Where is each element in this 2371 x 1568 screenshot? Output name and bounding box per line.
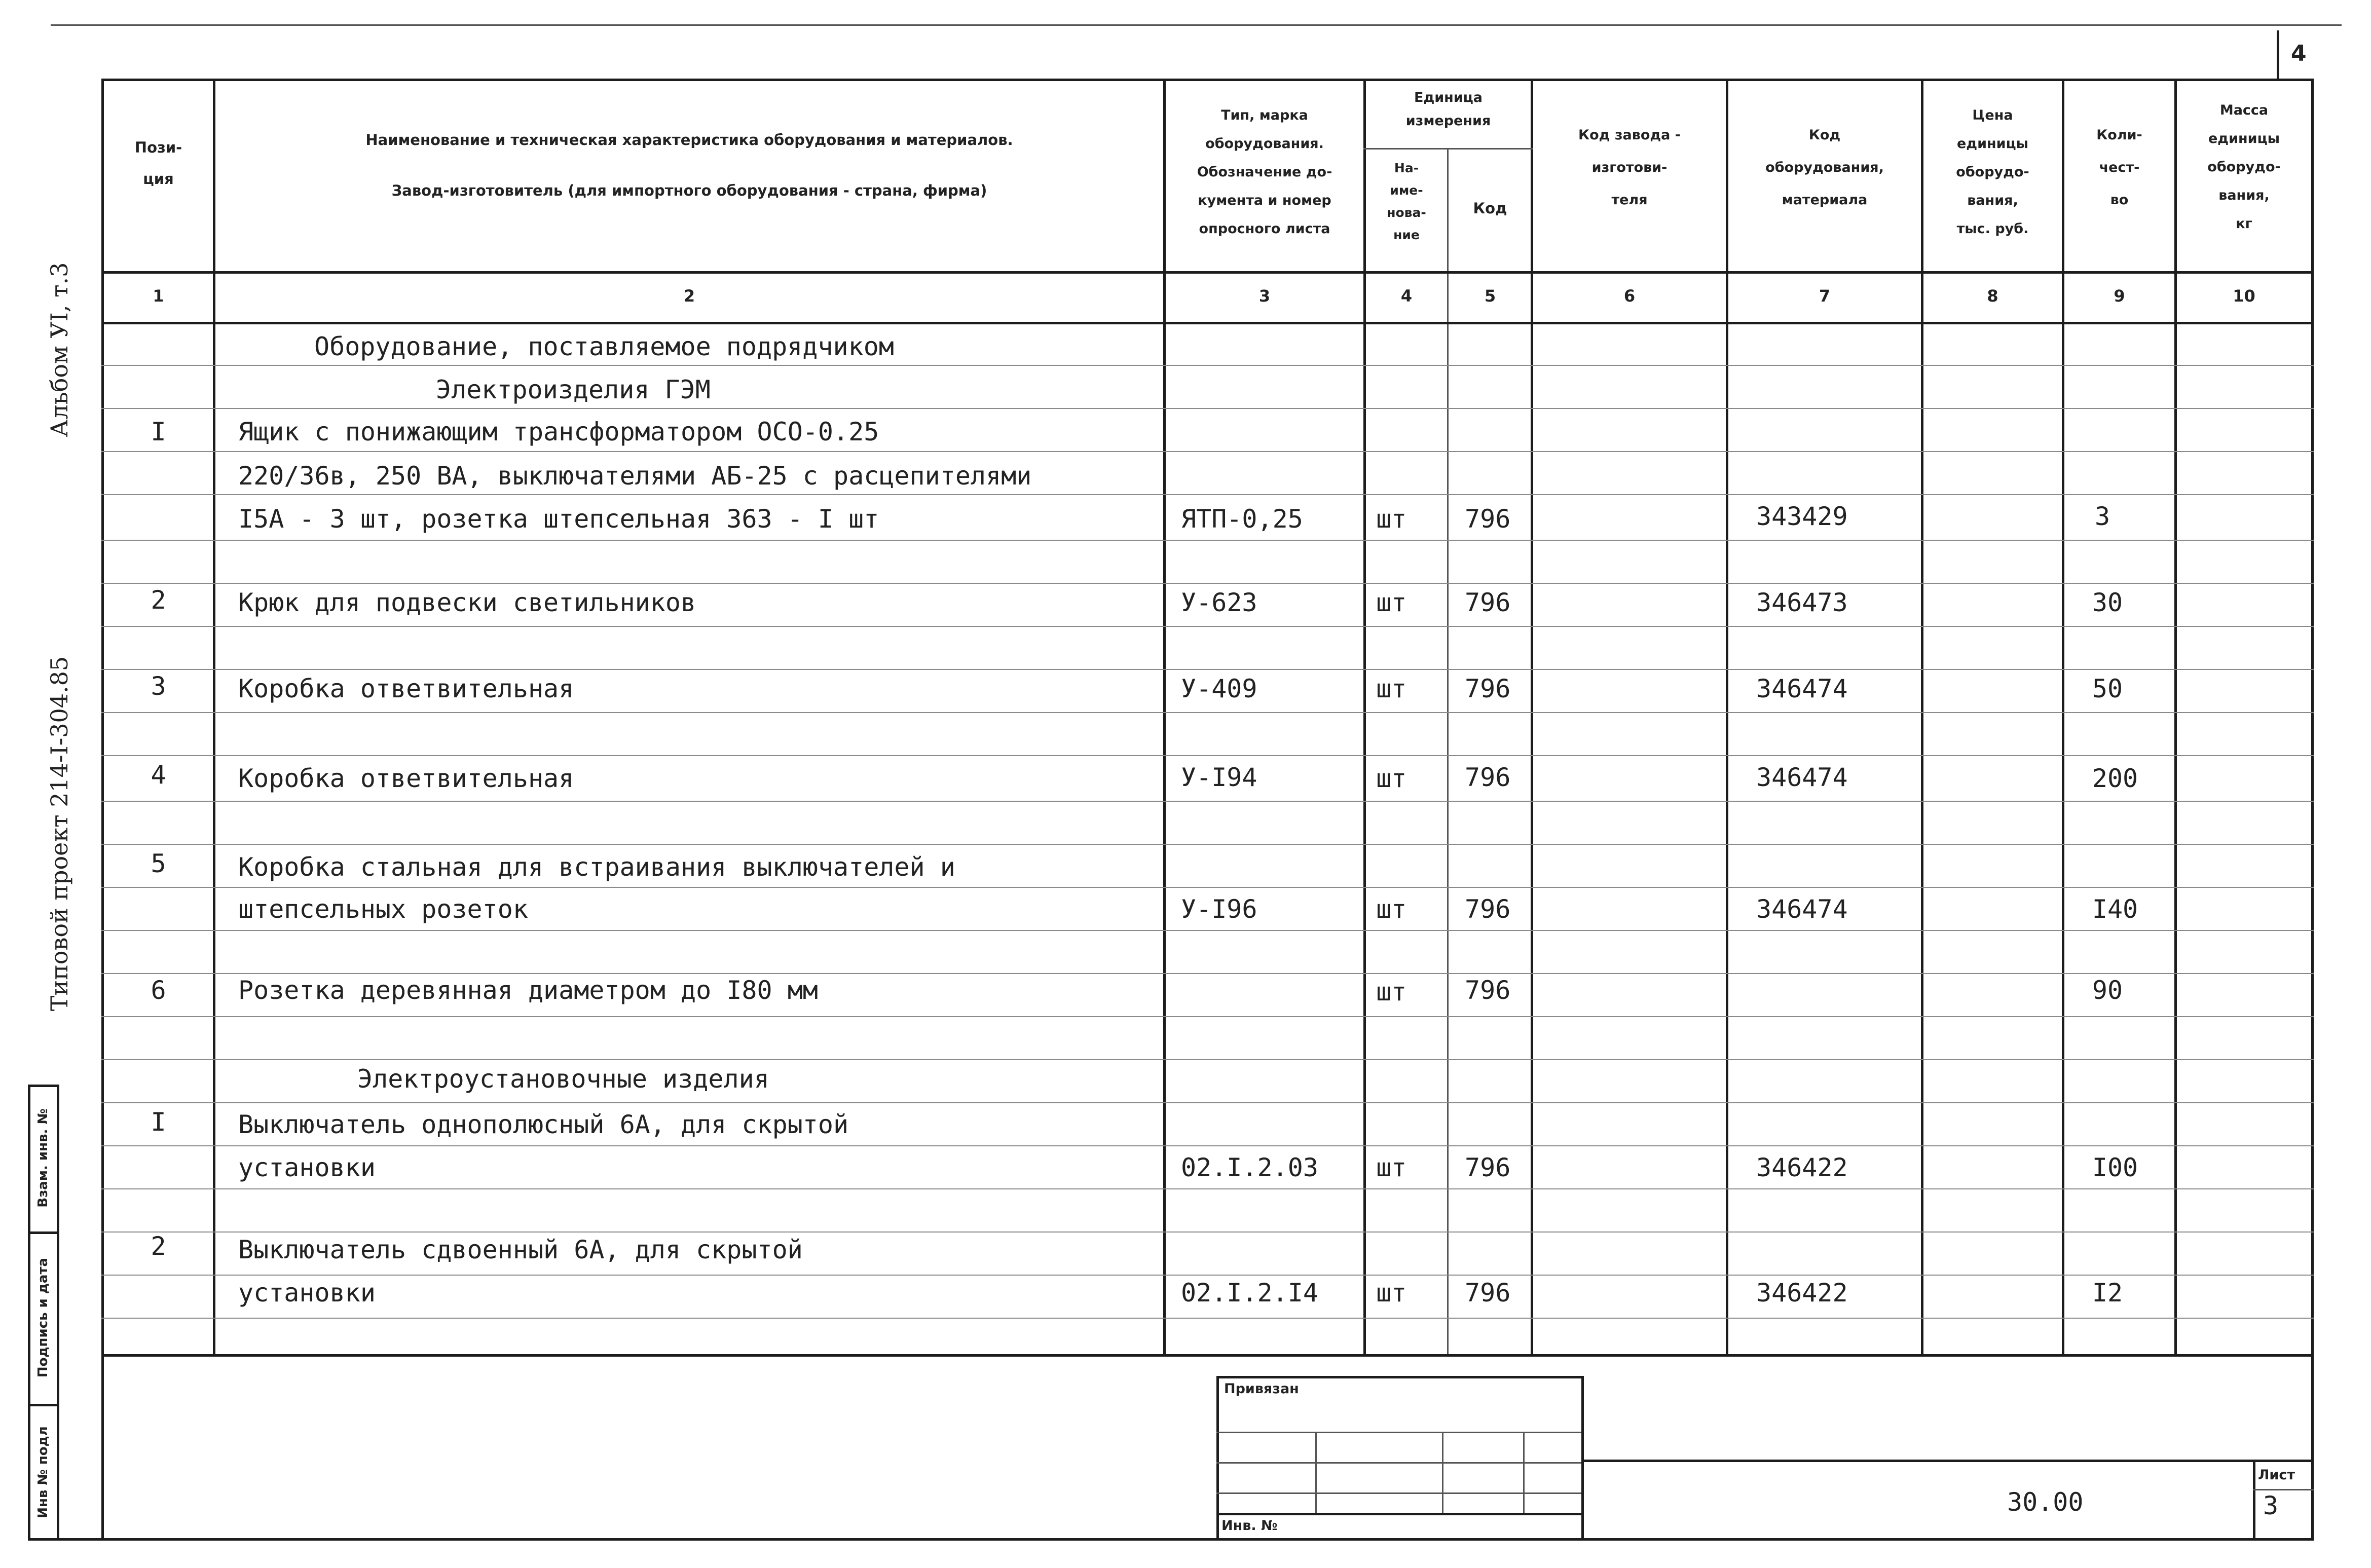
table-row-quantity: 50 (2092, 674, 2123, 703)
margin-stamp-div1 (28, 1231, 58, 1234)
table-row-unit: шт (1376, 674, 1407, 703)
table-row-quantity: I2 (2092, 1278, 2123, 1308)
row-line (101, 494, 2314, 495)
row-line (101, 451, 2314, 452)
table-row-position: 4 (151, 760, 166, 790)
table-row-quantity: 30 (2092, 588, 2123, 617)
table-row-quantity: I00 (2092, 1153, 2138, 1182)
table-row-type: 02.I.2.I4 (1181, 1278, 1318, 1308)
stamp-grid-h4 (1216, 1513, 1581, 1515)
table-row-name: Выключатель однополюсный 6А, для скрытой (238, 1110, 849, 1139)
top-border-line (51, 24, 2342, 26)
table-bottom-line (101, 1354, 2314, 1357)
row-line (101, 755, 2314, 756)
table-row-unit-code: 796 (1465, 1278, 1511, 1308)
stamp-attached-right (1581, 1376, 1584, 1541)
margin-stamp-replaced-inv: Взам. инв. № (35, 1108, 51, 1208)
table-row-type: У-I94 (1181, 763, 1257, 792)
colnum-8: 8 (1987, 286, 1998, 306)
table-row-name: 220/36в, 250 ВА, выключателями АБ-25 с расцепителями (238, 461, 1032, 491)
row-line (101, 540, 2314, 541)
table-row-name: Крюк для подвески светильников (238, 588, 696, 617)
col-line-7 (1726, 79, 1728, 1356)
col-line-2 (213, 79, 215, 1356)
row-line (101, 669, 2314, 670)
table-row-name: Розетка деревянная диаметром до I80 мм (238, 976, 818, 1005)
table-row-unit: шт (1376, 504, 1407, 534)
row-line (101, 365, 2314, 366)
table-row-quantity: 3 (2094, 502, 2110, 531)
header-unit-code: Код (1473, 200, 1507, 217)
table-row-equipment-code: 343429 (1756, 502, 1848, 531)
colnum-7: 7 (1819, 286, 1831, 306)
table-row-position: 2 (151, 585, 166, 615)
table-row-unit-code: 796 (1465, 1153, 1511, 1182)
table-row-position: I (151, 1107, 166, 1137)
header-type: Тип, марка оборудования. Обозначение до- кумента и номер опросного листа (1197, 107, 1332, 237)
row-line (101, 408, 2314, 409)
margin-stamp-original-inv: Инв № подл (35, 1426, 51, 1518)
table-row-name: установки (238, 1153, 376, 1182)
table-row-unit-code: 796 (1465, 894, 1511, 924)
table-row-unit-code: 796 (1465, 976, 1511, 1005)
header-name-line2: Завод-изготовитель (для импортного оборудования - страна, фирма) (391, 182, 987, 199)
table-row-type: ЯТП-0,25 (1181, 504, 1303, 534)
margin-stamp-signature-date: Подпись и дата (35, 1257, 51, 1378)
table-row-equipment-code: 346474 (1756, 763, 1848, 792)
header-bottom-line (101, 271, 2314, 274)
table-row-position: 6 (151, 976, 166, 1005)
project-label: Типовой проект 214-I-304.85 (46, 656, 73, 1012)
table-row-type: 02.I.2.03 (1181, 1153, 1318, 1182)
row-line (101, 1188, 2314, 1189)
frame-bottom-line (28, 1538, 2314, 1541)
row-line (101, 1059, 2314, 1060)
stamp-attached-left (1216, 1376, 1219, 1541)
stamp-grid-h1 (1216, 1432, 1581, 1433)
sheet-number: 3 (2263, 1491, 2279, 1520)
row-line (101, 1275, 2314, 1276)
col-line-4 (1363, 79, 1366, 1356)
table-row-unit-code: 796 (1465, 504, 1511, 534)
table-row-unit-code: 796 (1465, 588, 1511, 617)
table-row-name: Оборудование, поставляемое подрядчиком (314, 332, 894, 361)
header-mass: Масса единицы оборудо- вания, кг (2207, 102, 2281, 232)
stamp-grid-v1 (1315, 1432, 1317, 1513)
document-code: 30.00 (2007, 1487, 2084, 1517)
table-row-unit: шт (1376, 588, 1407, 617)
header-quantity: Коли- чест- во (2096, 127, 2142, 208)
table-row-name: Ящик с понижающим трансформатором ОСО-0.25 (238, 417, 879, 446)
stamp-inv-label: Инв. № (1221, 1518, 1278, 1534)
row-line (101, 973, 2314, 974)
table-row-type: У-409 (1181, 674, 1257, 703)
table-row-name: штепсельных розеток (238, 894, 528, 924)
stamp-grid-v3 (1523, 1432, 1525, 1513)
title-block-top (1581, 1460, 2314, 1462)
col-line-3 (1163, 79, 1166, 1356)
table-row-name: Коробка ответвительная (238, 674, 574, 703)
colnum-5: 5 (1484, 286, 1496, 306)
album-label: Альбом УI, т.3 (46, 262, 73, 437)
table-row-unit-code: 796 (1465, 763, 1511, 792)
table-row-quantity: 90 (2092, 976, 2123, 1005)
sheet-label: Лист (2258, 1467, 2295, 1483)
table-row-type: У-I96 (1181, 894, 1257, 924)
table-row-equipment-code: 346473 (1756, 588, 1848, 617)
col-line-5 (1447, 150, 1449, 1356)
corner-box-left (2277, 30, 2279, 81)
table-row-position: 5 (151, 849, 166, 878)
row-line (101, 930, 2314, 931)
colnum-bottom-line (101, 322, 2314, 324)
table-row-quantity: 200 (2092, 764, 2138, 793)
header-unit-group-title: Единица измерения (1405, 90, 1491, 129)
table-row-unit: шт (1376, 764, 1407, 793)
table-top-line (101, 79, 2314, 81)
row-line (101, 1016, 2314, 1017)
table-row-equipment-code: 346474 (1756, 894, 1848, 924)
col-line-6 (1531, 79, 1533, 1356)
table-row-equipment-code: 346422 (1756, 1153, 1848, 1182)
stamp-attached-label: Привязан (1224, 1381, 1299, 1397)
colnum-9: 9 (2114, 286, 2125, 306)
table-row-name: I5А - 3 шт, розетка штепсельная 363 - I шт (238, 504, 879, 534)
table-row-name: Электроустановочные изделия (357, 1064, 769, 1094)
header-equipment-code: Код оборудования, материала (1765, 127, 1884, 208)
row-line (101, 1102, 2314, 1103)
colnum-2: 2 (683, 286, 695, 306)
table-row-type: У-623 (1181, 588, 1257, 617)
unit-group-divider (1363, 148, 1533, 150)
header-name-line1: Наименование и техническая характеристика оборудования и материалов. (365, 131, 1013, 148)
stamp-grid-v2 (1442, 1432, 1443, 1513)
table-row-position: 3 (151, 671, 166, 701)
table-row-unit: шт (1376, 894, 1407, 924)
colnum-4: 4 (1400, 286, 1413, 306)
margin-stamp-right (57, 1085, 59, 1541)
row-line (101, 1318, 2314, 1319)
table-row-quantity: I40 (2092, 894, 2138, 924)
stamp-attached-top (1216, 1376, 1581, 1378)
table-row-name: установки (238, 1278, 376, 1308)
colnum-1: 1 (153, 286, 164, 306)
table-row-name: Коробка ответвительная (238, 764, 574, 793)
sheet-corner-number: 4 (2291, 41, 2307, 66)
table-row-unit: шт (1376, 1278, 1407, 1308)
header-unit-group: На- име- нова- ние (1387, 161, 1426, 242)
table-row-position: 2 (151, 1231, 166, 1261)
col-line-10 (2174, 79, 2177, 1356)
table-row-position: I (151, 417, 166, 446)
header-manufacturer-code: Код завода - изготови- теля (1578, 127, 1681, 208)
table-row-name: Электроизделия ГЭМ (436, 375, 711, 404)
col-line-8 (1921, 79, 1923, 1356)
table-row-equipment-code: 346422 (1756, 1278, 1848, 1308)
sheet-box-divider (2253, 1489, 2314, 1490)
row-line (101, 583, 2314, 584)
colnum-3: 3 (1258, 286, 1271, 306)
row-line (101, 801, 2314, 802)
row-line (101, 887, 2314, 888)
table-row-unit: шт (1376, 1153, 1407, 1182)
row-line (101, 626, 2314, 627)
table-row-unit: шт (1376, 977, 1407, 1006)
table-row-name: Коробка стальная для встраивания выключателей и (238, 852, 955, 882)
table-row-equipment-code: 346474 (1756, 674, 1848, 703)
header-position: Пози- ция (134, 139, 182, 188)
stamp-grid-h2 (1216, 1462, 1581, 1464)
sheet-box-left (2253, 1460, 2255, 1541)
row-line (101, 844, 2314, 845)
colnum-10: 10 (2233, 286, 2255, 306)
row-line (101, 1231, 2314, 1233)
row-line (101, 1145, 2314, 1146)
header-unit-price: Цена единицы оборудо- вания, тыс. руб. (1956, 107, 2029, 237)
table-row-unit-code: 796 (1465, 674, 1511, 703)
row-line (101, 712, 2314, 713)
table-row-name: Выключатель сдвоенный 6А, для скрытой (238, 1235, 803, 1264)
stamp-grid-h3 (1216, 1492, 1581, 1494)
colnum-6: 6 (1623, 286, 1636, 306)
frame-right-line (2311, 79, 2314, 1541)
